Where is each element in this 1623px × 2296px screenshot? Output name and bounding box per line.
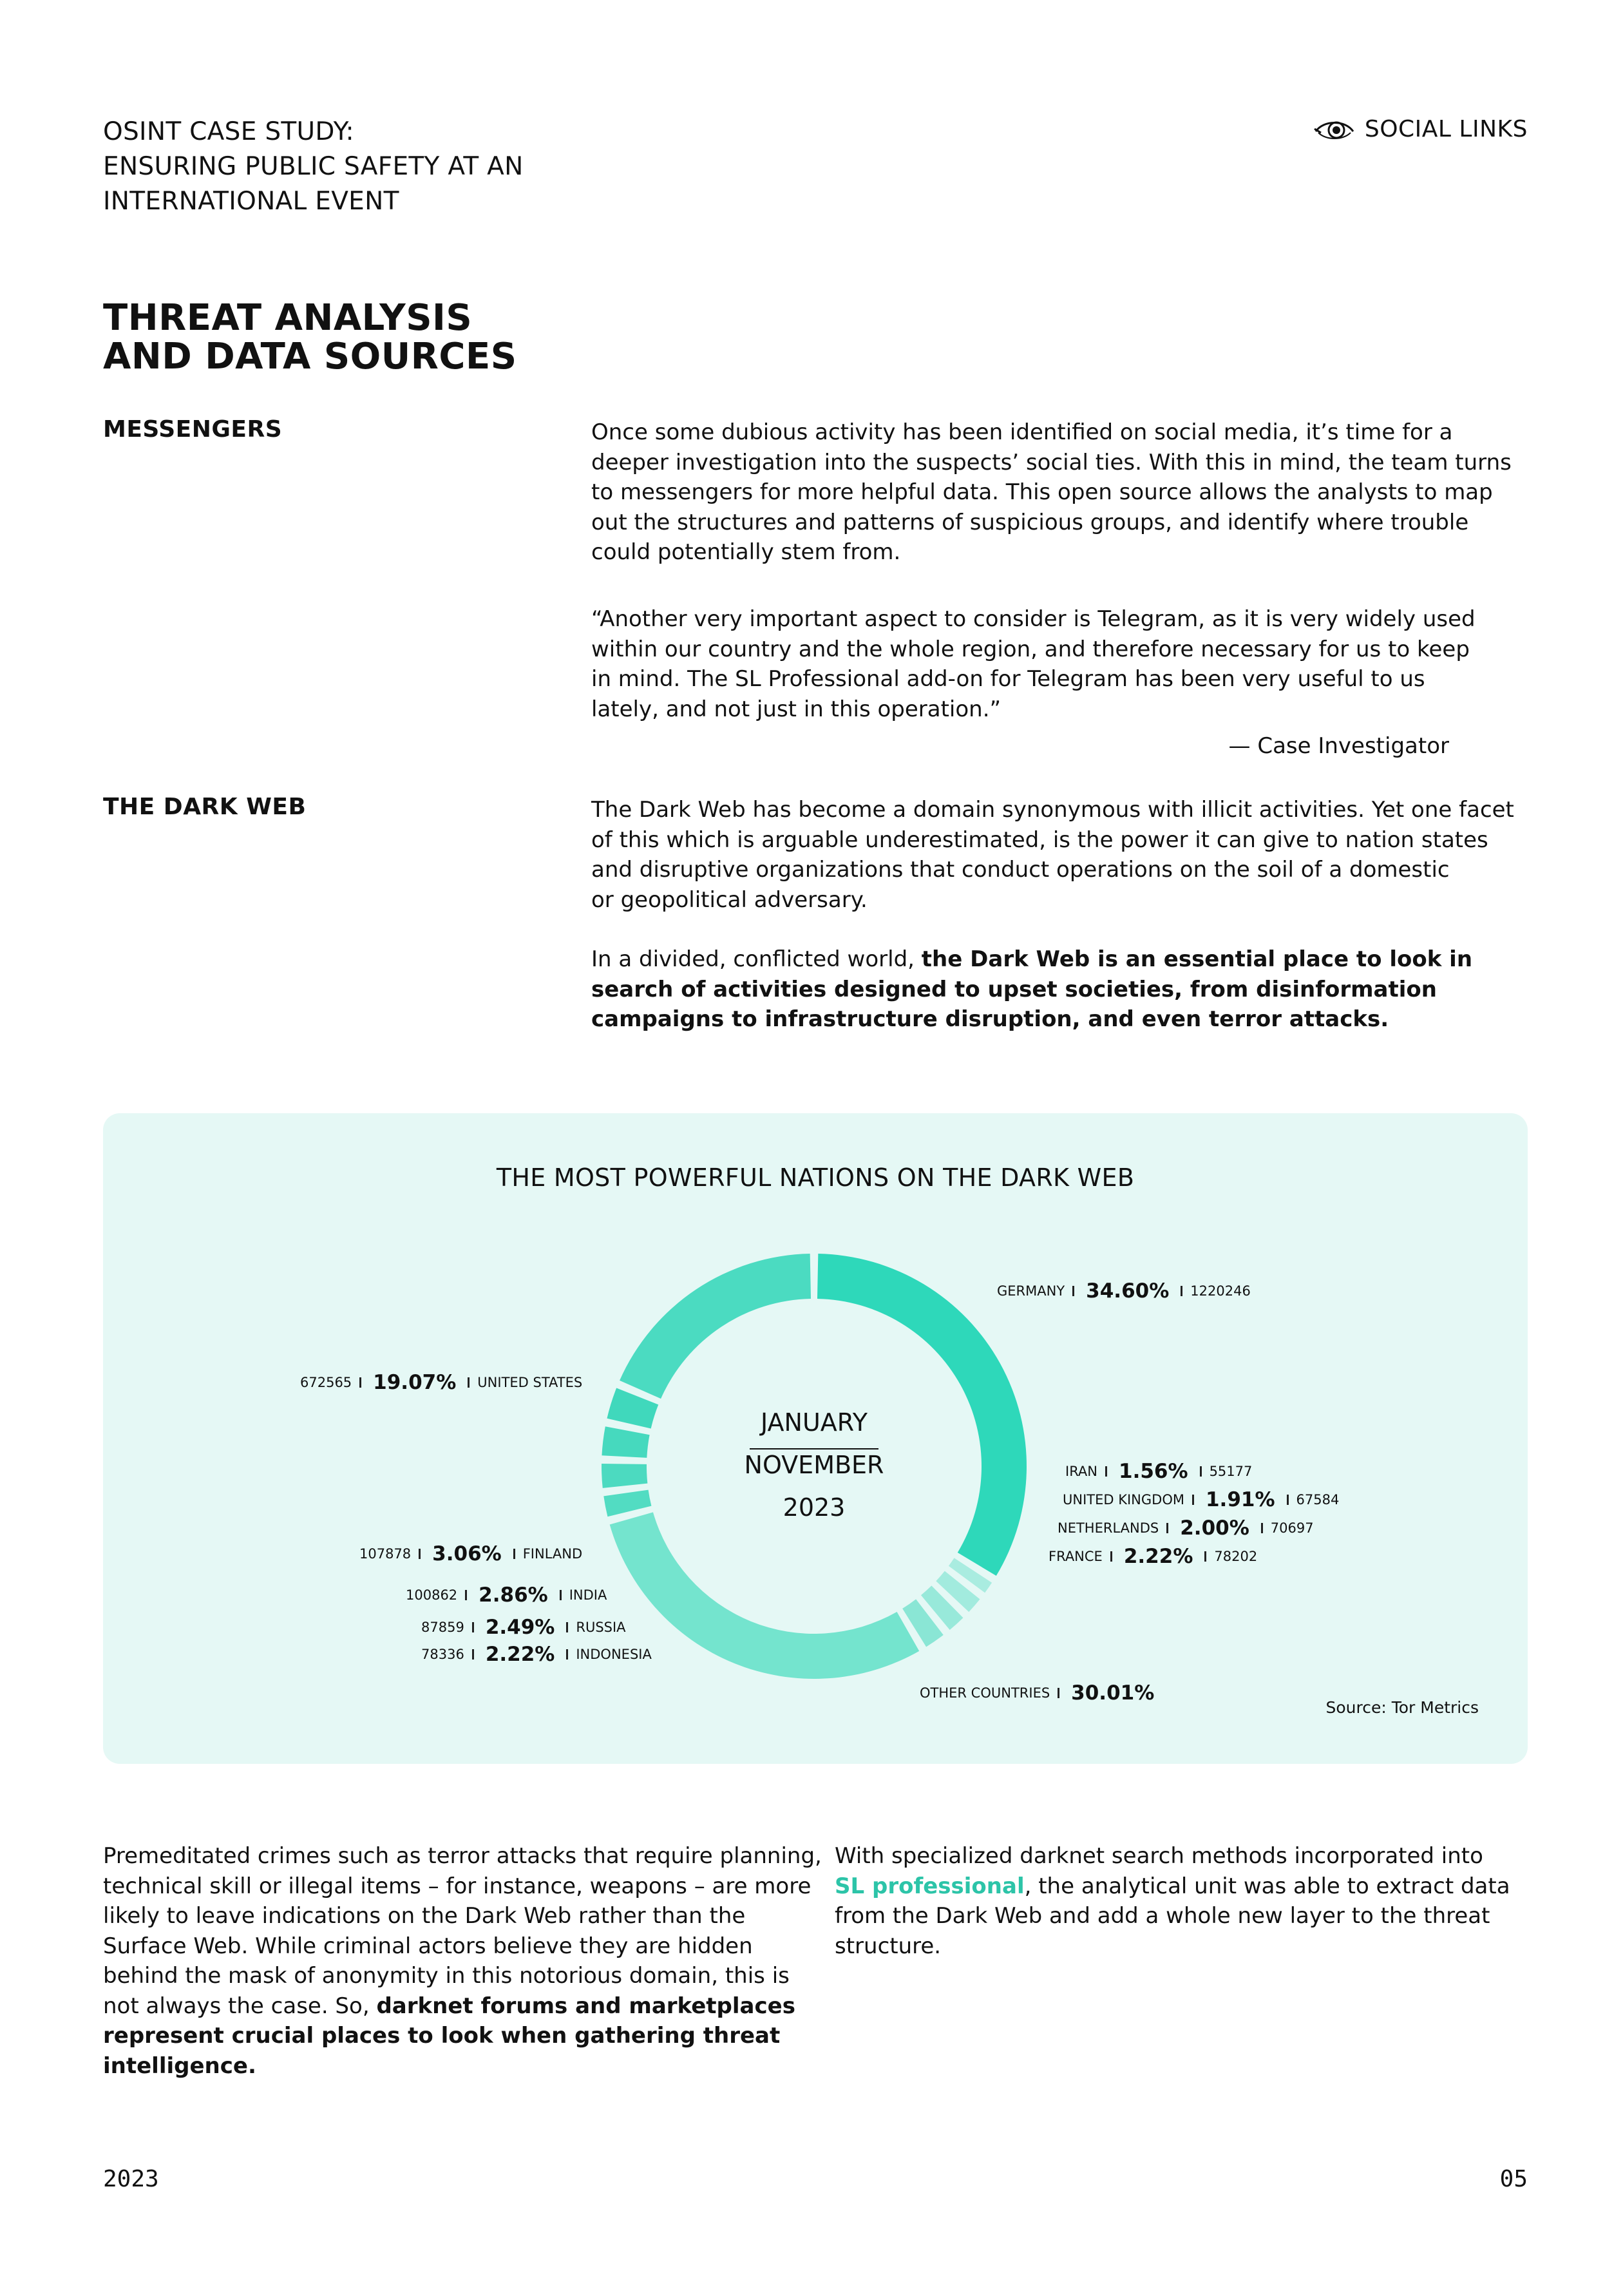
- text-line: behind the mask of anonymity in this notorious domain, this is: [103, 1963, 790, 1989]
- label-country: UNITED KINGDOM: [1063, 1492, 1184, 1507]
- messengers-heading: MESSENGERS: [103, 416, 283, 443]
- text-line: deeper investigation into the suspects’ social ties. With this in mind, the team turns: [591, 449, 1512, 475]
- text-bold: represent crucial places to look when gathering threat: [103, 2023, 781, 2049]
- text-line: within our country and the whole region, and therefore necessary for us to keep: [591, 636, 1470, 662]
- quote-attribution: — Case Investigator: [1228, 733, 1449, 759]
- text-bold: campaigns to infrastructure disruption, and even terror attacks.: [591, 1006, 1389, 1032]
- title-line: ENSURING PUBLIC SAFETY AT AN: [103, 152, 524, 181]
- label-value: 55177: [1209, 1464, 1253, 1479]
- label-percent: 2.49%: [485, 1616, 555, 1639]
- label-percent: 2.22%: [1123, 1545, 1193, 1568]
- text-line: [103, 2051, 822, 2081]
- label-country: GERMANY: [997, 1283, 1065, 1299]
- chart-center-year: 2023: [783, 1493, 846, 1522]
- text-line: [103, 1991, 822, 2022]
- text-line: [835, 1871, 1510, 1902]
- text-line: and disruptive organizations that conduct operations on the soil of a domestic: [591, 857, 1450, 883]
- label-country: INDONESIA: [576, 1647, 652, 1662]
- title-line: INTERNATIONAL EVENT: [103, 187, 399, 216]
- text-plain: not always the case. So,: [103, 1993, 377, 2019]
- donut-slice-russia: [602, 1464, 647, 1488]
- text-line: Premeditated crimes such as terror attacks that require planning,: [103, 1843, 822, 1869]
- donut-slice-indonesia: [603, 1490, 651, 1517]
- label-netherlands: [1058, 1516, 1314, 1540]
- donut-slice-india: [602, 1426, 649, 1458]
- text-line: lately, and not just in this operation.”: [591, 696, 1001, 722]
- label-value: 87859: [421, 1620, 464, 1635]
- label-finland: [359, 1542, 582, 1565]
- label-value: 78336: [421, 1647, 464, 1662]
- donut-slice-united-states: [620, 1254, 811, 1399]
- label-percent: 3.06%: [432, 1542, 502, 1565]
- label-value: 70697: [1270, 1520, 1314, 1536]
- label-country: OTHER COUNTRIES: [920, 1685, 1050, 1701]
- label-country: INDIA: [569, 1587, 607, 1603]
- label-percent: 1.91%: [1205, 1488, 1275, 1511]
- label-percent: 2.00%: [1180, 1516, 1249, 1540]
- text-bold: intelligence.: [103, 2052, 256, 2079]
- text-line: in mind. The SL Professional add-on for Telegram has been very useful to us: [591, 666, 1425, 692]
- text-line: to messengers for more helpful data. This open source allows the analysts to map: [591, 479, 1493, 505]
- label-country: NETHERLANDS: [1058, 1520, 1159, 1536]
- label-united-states: [300, 1371, 582, 1394]
- bottom-right-paragraph: [835, 1841, 1510, 1961]
- label-percent: 1.56%: [1119, 1460, 1188, 1483]
- chart-center-month-start: JANUARY: [761, 1408, 868, 1437]
- center-divider: [750, 1448, 878, 1449]
- darkweb-heading: THE DARK WEB: [103, 794, 307, 820]
- text-line: could potentially stem from.: [591, 539, 901, 565]
- text-bold: darknet forums and marketplaces: [376, 1993, 795, 2019]
- label-iran: [1065, 1460, 1252, 1483]
- text-line: Surface Web. While criminal actors believe they are hidden: [103, 1933, 753, 1959]
- label-percent: 2.86%: [479, 1583, 548, 1607]
- text-line: from the Dark Web and add a whole new layer to the threat: [835, 1903, 1490, 1929]
- label-country: RUSSIA: [576, 1620, 626, 1635]
- label-value: 78202: [1214, 1549, 1258, 1564]
- text-plain: , the analytical unit was able to extract data: [1024, 1873, 1510, 1899]
- label-country: FRANCE: [1049, 1549, 1103, 1564]
- label-germany: [997, 1279, 1251, 1303]
- text-line: of this which is arguable underestimated, is the power it can give to nation states: [591, 827, 1488, 853]
- text-line: Once some dubious activity has been identified on social media, it’s time for a: [591, 419, 1453, 445]
- label-percent: 2.22%: [485, 1643, 555, 1666]
- text-line: structure.: [835, 1933, 942, 1959]
- label-value: 107878: [359, 1546, 412, 1562]
- label-value: 67584: [1296, 1492, 1340, 1507]
- title-line: OSINT CASE STUDY:: [103, 117, 354, 146]
- chart-center-month-end: NOVEMBER: [744, 1451, 884, 1479]
- sl-professional-link[interactable]: SL professional: [835, 1873, 1025, 1899]
- text-plain: In a divided, conflicted world,: [591, 946, 922, 972]
- label-indonesia: [421, 1643, 652, 1666]
- label-russia: [421, 1616, 626, 1639]
- section-title-line: AND DATA SOURCES: [103, 336, 517, 378]
- label-percent: 19.07%: [373, 1371, 457, 1394]
- text-bold: the Dark Web is an essential place to look in: [921, 946, 1473, 972]
- brand-name: SOCIAL LINKS: [1364, 115, 1528, 142]
- text-bold: search of activities designed to upset societies, from disinformation: [591, 976, 1437, 1002]
- label-other-countries: [920, 1681, 1158, 1705]
- label-india: [406, 1583, 607, 1607]
- text-line: [103, 2021, 822, 2051]
- label-united-kingdom: [1063, 1488, 1339, 1511]
- text-line: “Another very important aspect to consider is Telegram, as it is very widely used: [591, 606, 1476, 632]
- chart-title: THE MOST POWERFUL NATIONS ON THE DARK WEB: [496, 1163, 1135, 1192]
- label-country: UNITED STATES: [477, 1375, 583, 1390]
- label-value: 1220246: [1190, 1283, 1251, 1299]
- text-line: With specialized darknet search methods incorporated into: [835, 1843, 1483, 1869]
- text-line: out the structures and patterns of suspicious groups, and identify where trouble: [591, 509, 1469, 535]
- label-france: [1049, 1545, 1257, 1568]
- footer-year: 2023: [103, 2166, 159, 2192]
- text-line: The Dark Web has become a domain synonymous with illicit activities. Yet one facet: [591, 797, 1514, 823]
- label-percent: 30.01%: [1071, 1681, 1155, 1705]
- text-line: technical skill or illegal items – for instance, weapons – are more: [103, 1873, 812, 1899]
- donut-slice-other-countries: [610, 1512, 920, 1679]
- chart-source: Source: Tor Metrics: [1325, 1698, 1479, 1717]
- label-percent: 34.60%: [1086, 1279, 1170, 1303]
- label-value: 100862: [406, 1587, 458, 1603]
- text-line: likely to leave indications on the Dark Web rather than the: [103, 1903, 746, 1929]
- page-number: 05: [1499, 2166, 1528, 2192]
- label-country: IRAN: [1065, 1464, 1098, 1479]
- section-title-line: THREAT ANALYSIS: [103, 297, 473, 339]
- label-value: 672565: [300, 1375, 352, 1390]
- text-line: or geopolitical adversary.: [591, 886, 868, 913]
- bottom-left-paragraph: [103, 1841, 822, 2081]
- label-country: FINLAND: [522, 1546, 583, 1562]
